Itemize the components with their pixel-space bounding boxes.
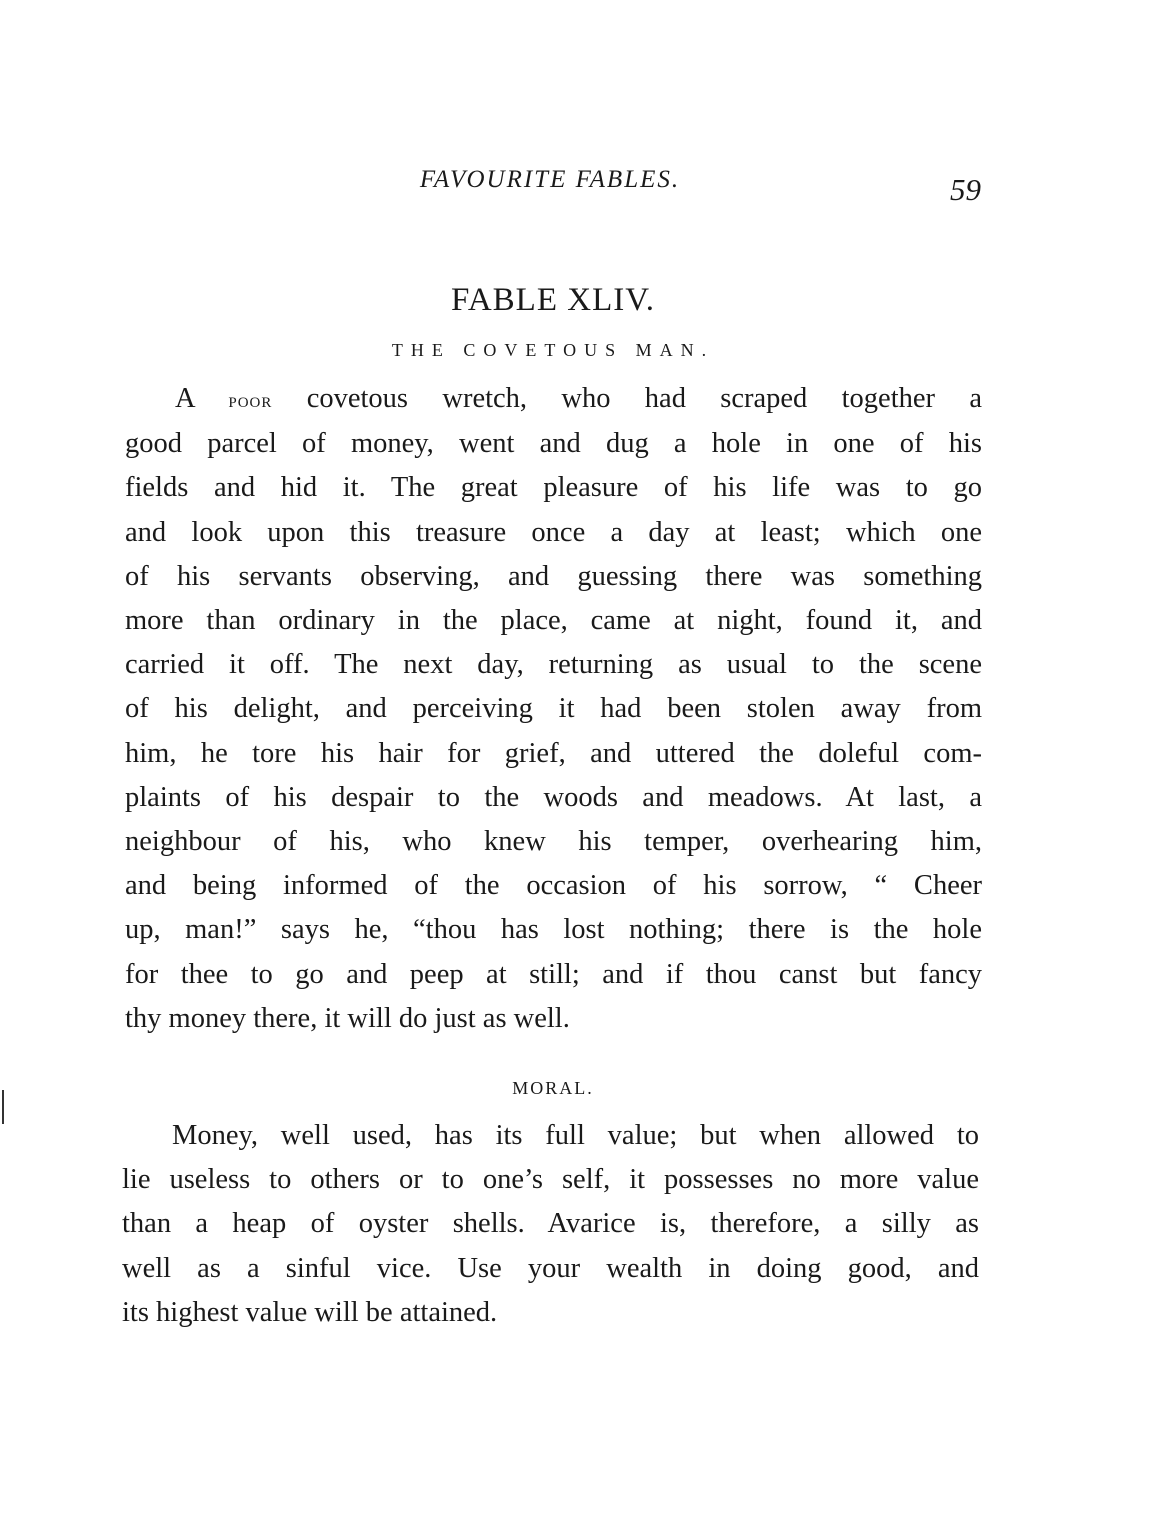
text-line: him, he tore his hair for grief, and uttered the doleful com-	[125, 737, 982, 769]
text-line: fields and hid it. The great pleasure of his life was to go	[125, 472, 982, 504]
text-line: well as a sinful vice. Use your wealth in doing good, and	[122, 1252, 979, 1284]
text-line: and being informed of the occasion of his sorrow, “ Cheer	[125, 870, 982, 902]
scan-mark	[2, 1090, 4, 1124]
text-line: neighbour of his, who knew his temper, overhearing him,	[125, 826, 982, 858]
text-line: lie useless to others or to one’s self, it possesses no more value	[122, 1164, 979, 1196]
text-line: of his servants observing, and guessing there was something	[125, 560, 982, 592]
moral-body	[122, 1114, 979, 1335]
text-line: more than ordinary in the place, came at night, found it, and	[125, 605, 982, 637]
moral-heading: MORAL.	[512, 1078, 594, 1098]
text-line: Money, well used, has its full value; but when allowed to	[172, 1120, 979, 1151]
text-line: thy money there, it will do just as well.	[125, 1002, 570, 1034]
text-line: its highest value will be attained.	[122, 1296, 498, 1328]
fable-subtitle: THE COVETOUS MAN.	[391, 340, 715, 360]
text-line-content: covetous wretch, who had scraped together a	[306, 383, 983, 414]
text-line: good parcel of money, went and dug a hole in one of his	[125, 428, 982, 460]
text-line: for thee to go and peep at still; and if thou canst but fancy	[125, 958, 982, 990]
text-line: of his delight, and perceiving it had been stolen away from	[125, 693, 982, 725]
text-line: carried it off. The next day, returning as usual to the scene	[125, 649, 982, 681]
text-line	[125, 377, 982, 422]
running-title: FAVOURITE FABLES.	[419, 166, 681, 193]
fable-body	[125, 377, 982, 1041]
text-line: than a heap of oyster shells. Avarice is, therefore, a silly as	[122, 1208, 979, 1240]
text-line: plaints of his despair to the woods and meadows. At last, a	[125, 781, 982, 813]
text-line: and look upon this treasure once a day at least; which one	[125, 516, 982, 548]
opening-word: A	[175, 383, 195, 414]
fable-title: FABLE XLIV.	[450, 282, 656, 318]
page-number: 59	[950, 172, 981, 207]
opening-small-caps: poor	[228, 387, 273, 412]
text-line: up, man!” says he, “thou has lost nothing; there is the hole	[125, 914, 982, 946]
